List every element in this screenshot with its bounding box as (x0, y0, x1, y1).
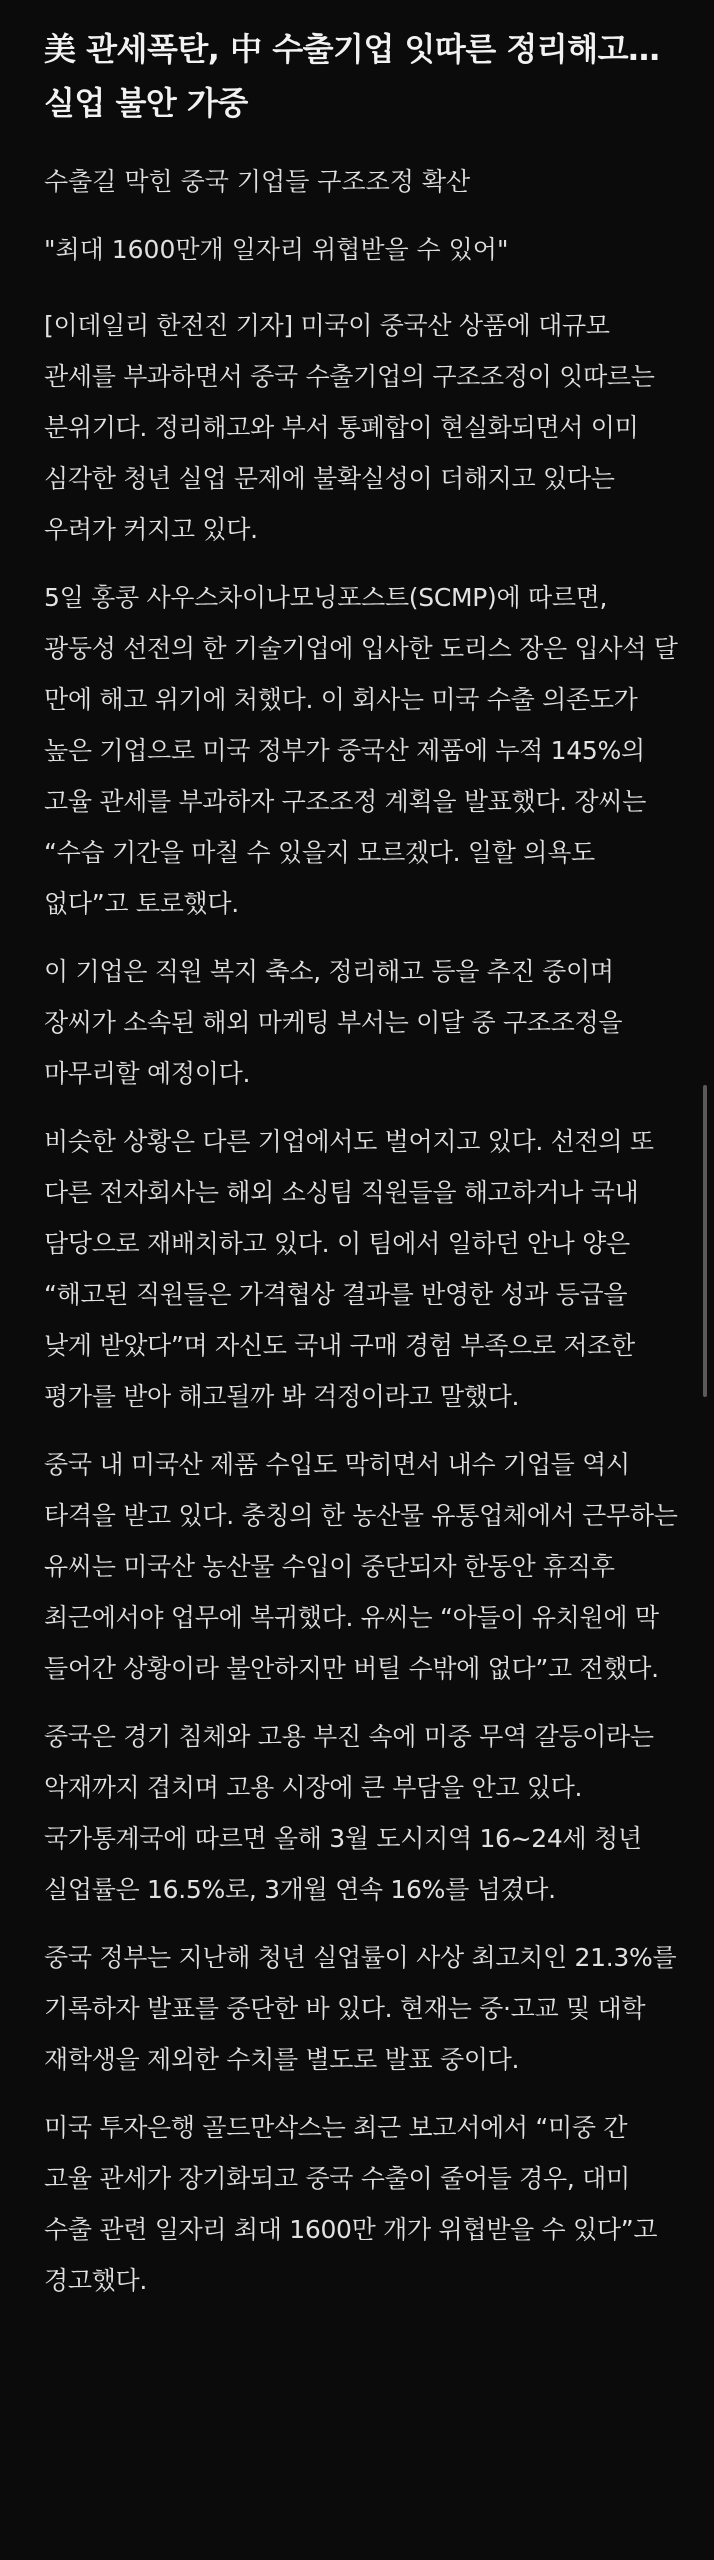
article-paragraph-4: 비슷한 상황은 다른 기업에서도 벌어지고 있다. 선전의 또 다른 전자회사는 해외 소싱팀 직원들을 해고하거나 국내 담당으로 재배치하고 있다. 이 팀에서 일하던 안나 양은 “해고된 직원들은 가격협상 결과를 반영한 성과 등급을 낮게 받았다”며 자신도 국내 구매 경험 부족으로 저조한 평가를 받아 해고될까 봐 걱정이라고 말했다. (44, 1127, 654, 1411)
article-title: 美 관세폭탄, 中 수출기업 잇따른 정리해고… 실업 불안 가중 (44, 30, 660, 122)
article-paragraph-2: 5일 홍콩 사우스차이나모닝포스트(SCMP)에 따르면, 광둥성 선전의 한 기술기업에 입사한 도리스 장은 입사석 달 만에 해고 위기에 처했다. 이 회사는 미국 수출 의존도가 높은 기업으로 미국 정부가 중국산 제품에 누적 145%의 고율 관세를 부과하자 구조조정 계획을 발표했다. 장씨는 “수습 기간을 마칠 수 있을지 모르겠다. 일할 의욕도 없다”고 토로했다. (44, 583, 678, 918)
article-paragraph-1: [이데일리 한전진 기자] 미국이 중국산 상품에 대규모 관세를 부과하면서 중국 수출기업의 구조조정이 잇따르는 분위기다. 정리해고와 부서 통폐합이 현실화되면서 이미 심각한 청년 실업 문제에 불확실성이 더해지고 있다는 우려가 커지고 있다. (44, 311, 655, 544)
scrollbar-thumb[interactable] (703, 1085, 707, 1397)
article-subtitle-2: "최대 1600만개 일자리 위협받을 수 있어" (44, 235, 509, 264)
article-paragraph-7: 중국 정부는 지난해 청년 실업률이 사상 최고치인 21.3%를 기록하자 발표를 중단한 바 있다. 현재는 중·고교 및 대학 재학생을 제외한 수치를 별도로 발표 중이다. (44, 1943, 677, 2074)
article-paragraph-8: 미국 투자은행 골드만삭스는 최근 보고서에서 “미중 간 고율 관세가 장기화되고 중국 수출이 줄어들 경우, 대미 수출 관련 일자리 최대 1600만 개가 위협받을 수 있다”고 경고했다. (44, 2113, 658, 2295)
article-paragraph-6: 중국은 경기 침체와 고용 부진 속에 미중 무역 갈등이라는 악재까지 겹치며 고용 시장에 큰 부담을 안고 있다. 국가통계국에 따르면 올해 3월 도시지역 16~24세 청년 실업률은 16.5%로, 3개월 연속 16%를 넘겼다. (44, 1722, 654, 1904)
article-subtitle-1: 수출길 막힌 중국 기업들 구조조정 확산 (44, 167, 471, 196)
article-paragraph-3: 이 기업은 직원 복지 축소, 정리해고 등을 추진 중이며 장씨가 소속된 해외 마케팅 부서는 이달 중 구조조정을 마무리할 예정이다. (44, 957, 623, 1088)
article-paragraph-5: 중국 내 미국산 제품 수입도 막히면서 내수 기업들 역시 타격을 받고 있다. 충칭의 한 농산물 유통업체에서 근무하는 유씨는 미국산 농산물 수입이 중단되자 한동안 휴직후 최근에서야 업무에 복귀했다. 유씨는 “아들이 유치원에 막 들어간 상황이라 불안하지만 버틸 수밖에 없다”고 전했다. (44, 1450, 678, 1683)
